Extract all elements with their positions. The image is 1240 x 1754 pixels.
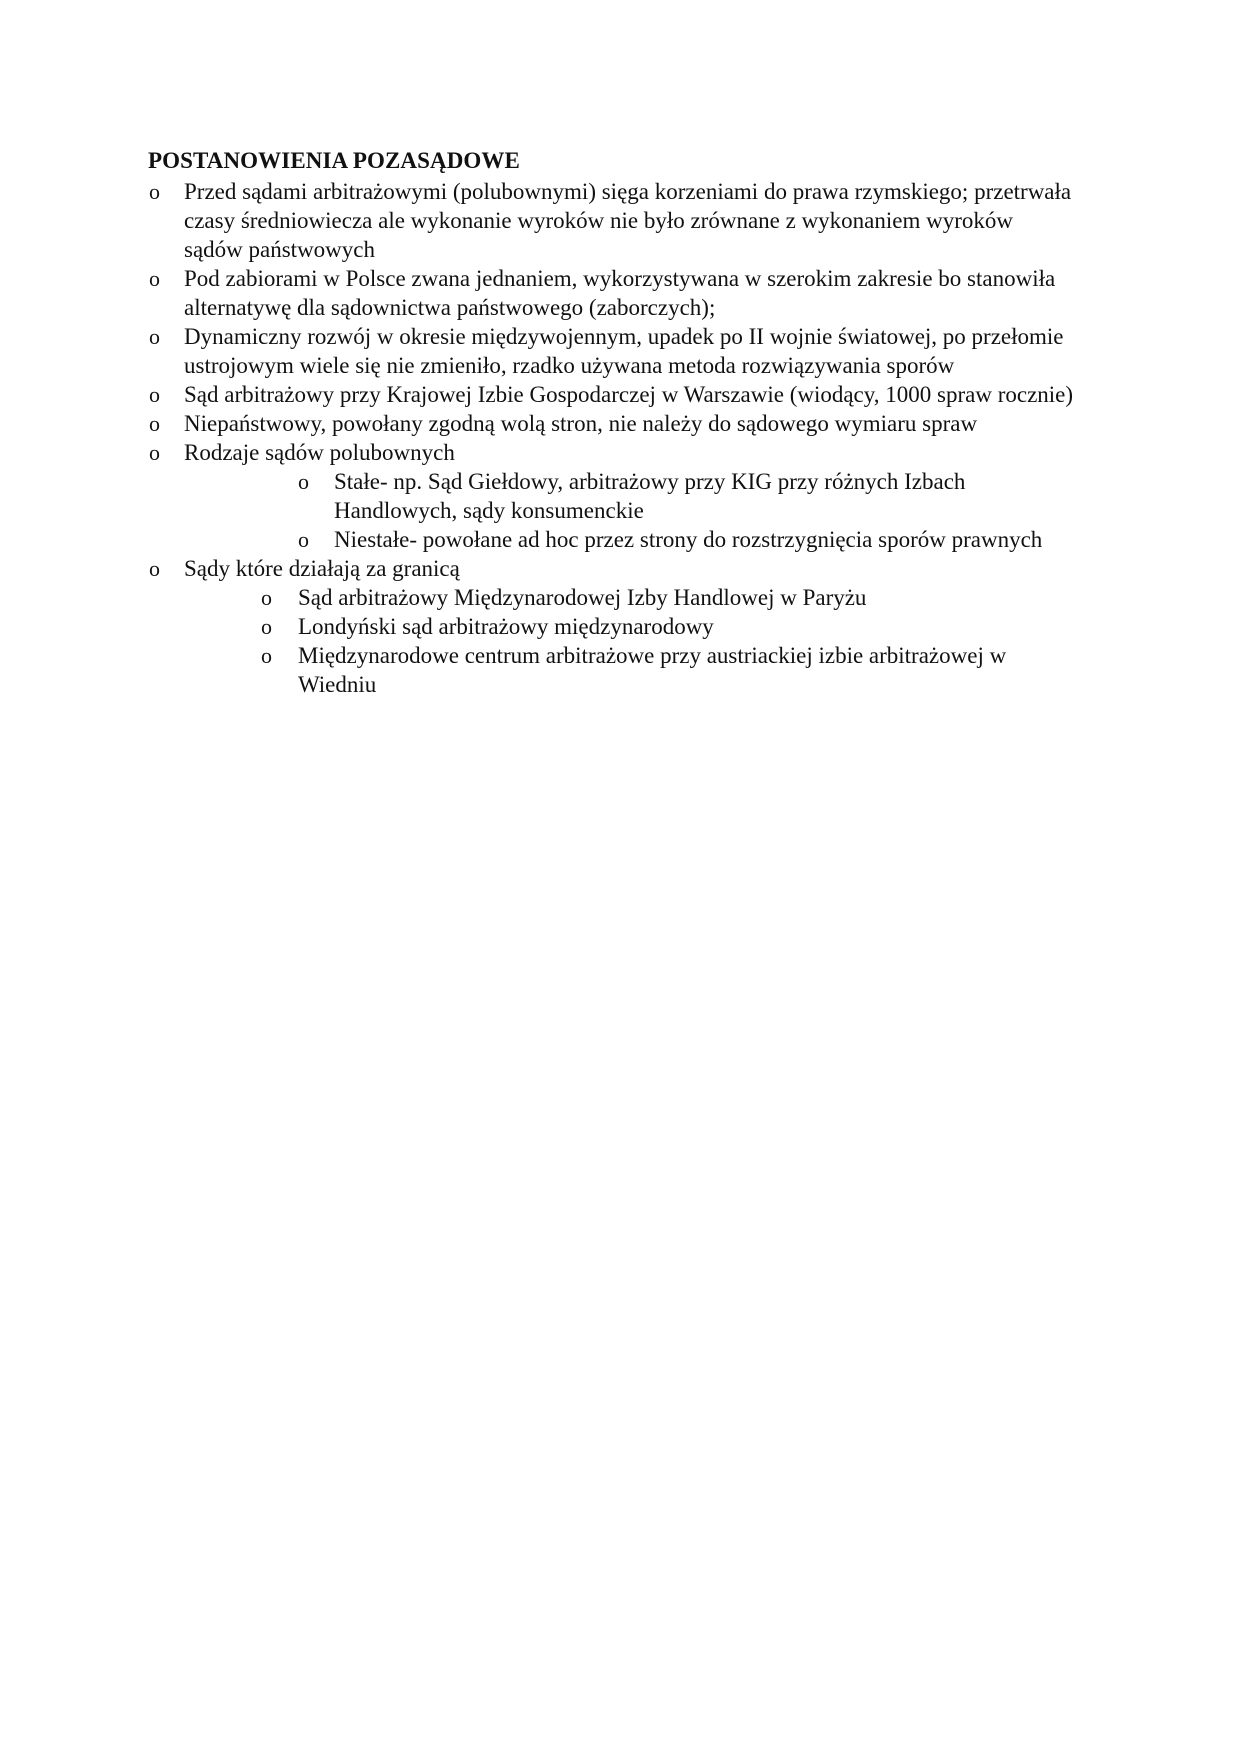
list-item-text: Niestałe- powołane ad hoc przez strony do rozstrzygnięcia sporów prawnych [334,527,1043,552]
bullet-icon: o [149,556,160,581]
list-item [0,322,1074,380]
sub-list-item [0,641,1078,699]
list-item-text: Sąd arbitrażowy Międzynarodowej Izby Handlowej w Paryżu [298,585,867,610]
bullet-icon: o [298,469,309,494]
bullet-list [0,177,1240,699]
bullet-icon: o [149,411,160,436]
list-item-text: Dynamiczny rozwój w okresie międzywojennym, upadek po II wojnie światowej, po przełomie ustrojowym wiele się nie zmieniło, rzadko używana metoda rozwiązywania sporów [184,324,1064,378]
list-item-text: Przed sądami arbitrażowymi (polubownymi) sięga korzeniami do prawa rzymskiego; przetrwała czasy średniowiecza ale wykonanie wyroków nie było zrównane z wykonaniem wyroków sądów państwowych [184,179,1072,262]
list-item-text: Międzynarodowe centrum arbitrażowe przy austriackiej izbie arbitrażowej w Wiedniu [298,643,1007,697]
sub-list-item [0,525,1044,554]
list-item [0,409,1074,438]
bullet-icon: o [298,527,309,552]
sub-list-item [0,467,1044,525]
list-item [0,264,1074,322]
bullet-icon: o [149,179,160,204]
list-item [0,438,1074,467]
list-item-text: Stałe- np. Sąd Giełdowy, arbitrażowy przy KIG przy różnych Izbach Handlowych, sądy konsumenckie [334,469,966,523]
list-item-text: Rodzaje sądów polubownych [184,440,455,465]
sub-list-item [0,583,1078,612]
list-item-text: Londyński sąd arbitrażowy międzynarodowy [298,614,714,639]
list-item-text: Sądy które działają za granicą [184,556,460,581]
bullet-icon: o [149,266,160,291]
bullet-icon: o [149,324,160,349]
bullet-icon: o [149,382,160,407]
bullet-icon: o [149,440,160,465]
bullet-icon: o [261,643,272,668]
document-title: POSTANOWIENIA POZASĄDOWE [148,148,520,173]
list-item-text: Pod zabiorami w Polsce zwana jednaniem, wykorzystywana w szerokim zakresie bo stanowiła alternatywę dla sądownictwa państwowego (zaborczych); [184,266,1056,320]
sub-list-item [0,612,1078,641]
bullet-icon: o [261,614,272,639]
list-item [0,177,1074,264]
list-item [0,380,1074,409]
list-item [0,554,1074,583]
list-item-text: Sąd arbitrażowy przy Krajowej Izbie Gospodarczej w Warszawie (wiodący, 1000 spraw rocznie) [184,382,1074,407]
bullet-icon: o [261,585,272,610]
list-item-text: Niepaństwowy, powołany zgodną wolą stron, nie należy do sądowego wymiaru spraw [184,411,978,436]
